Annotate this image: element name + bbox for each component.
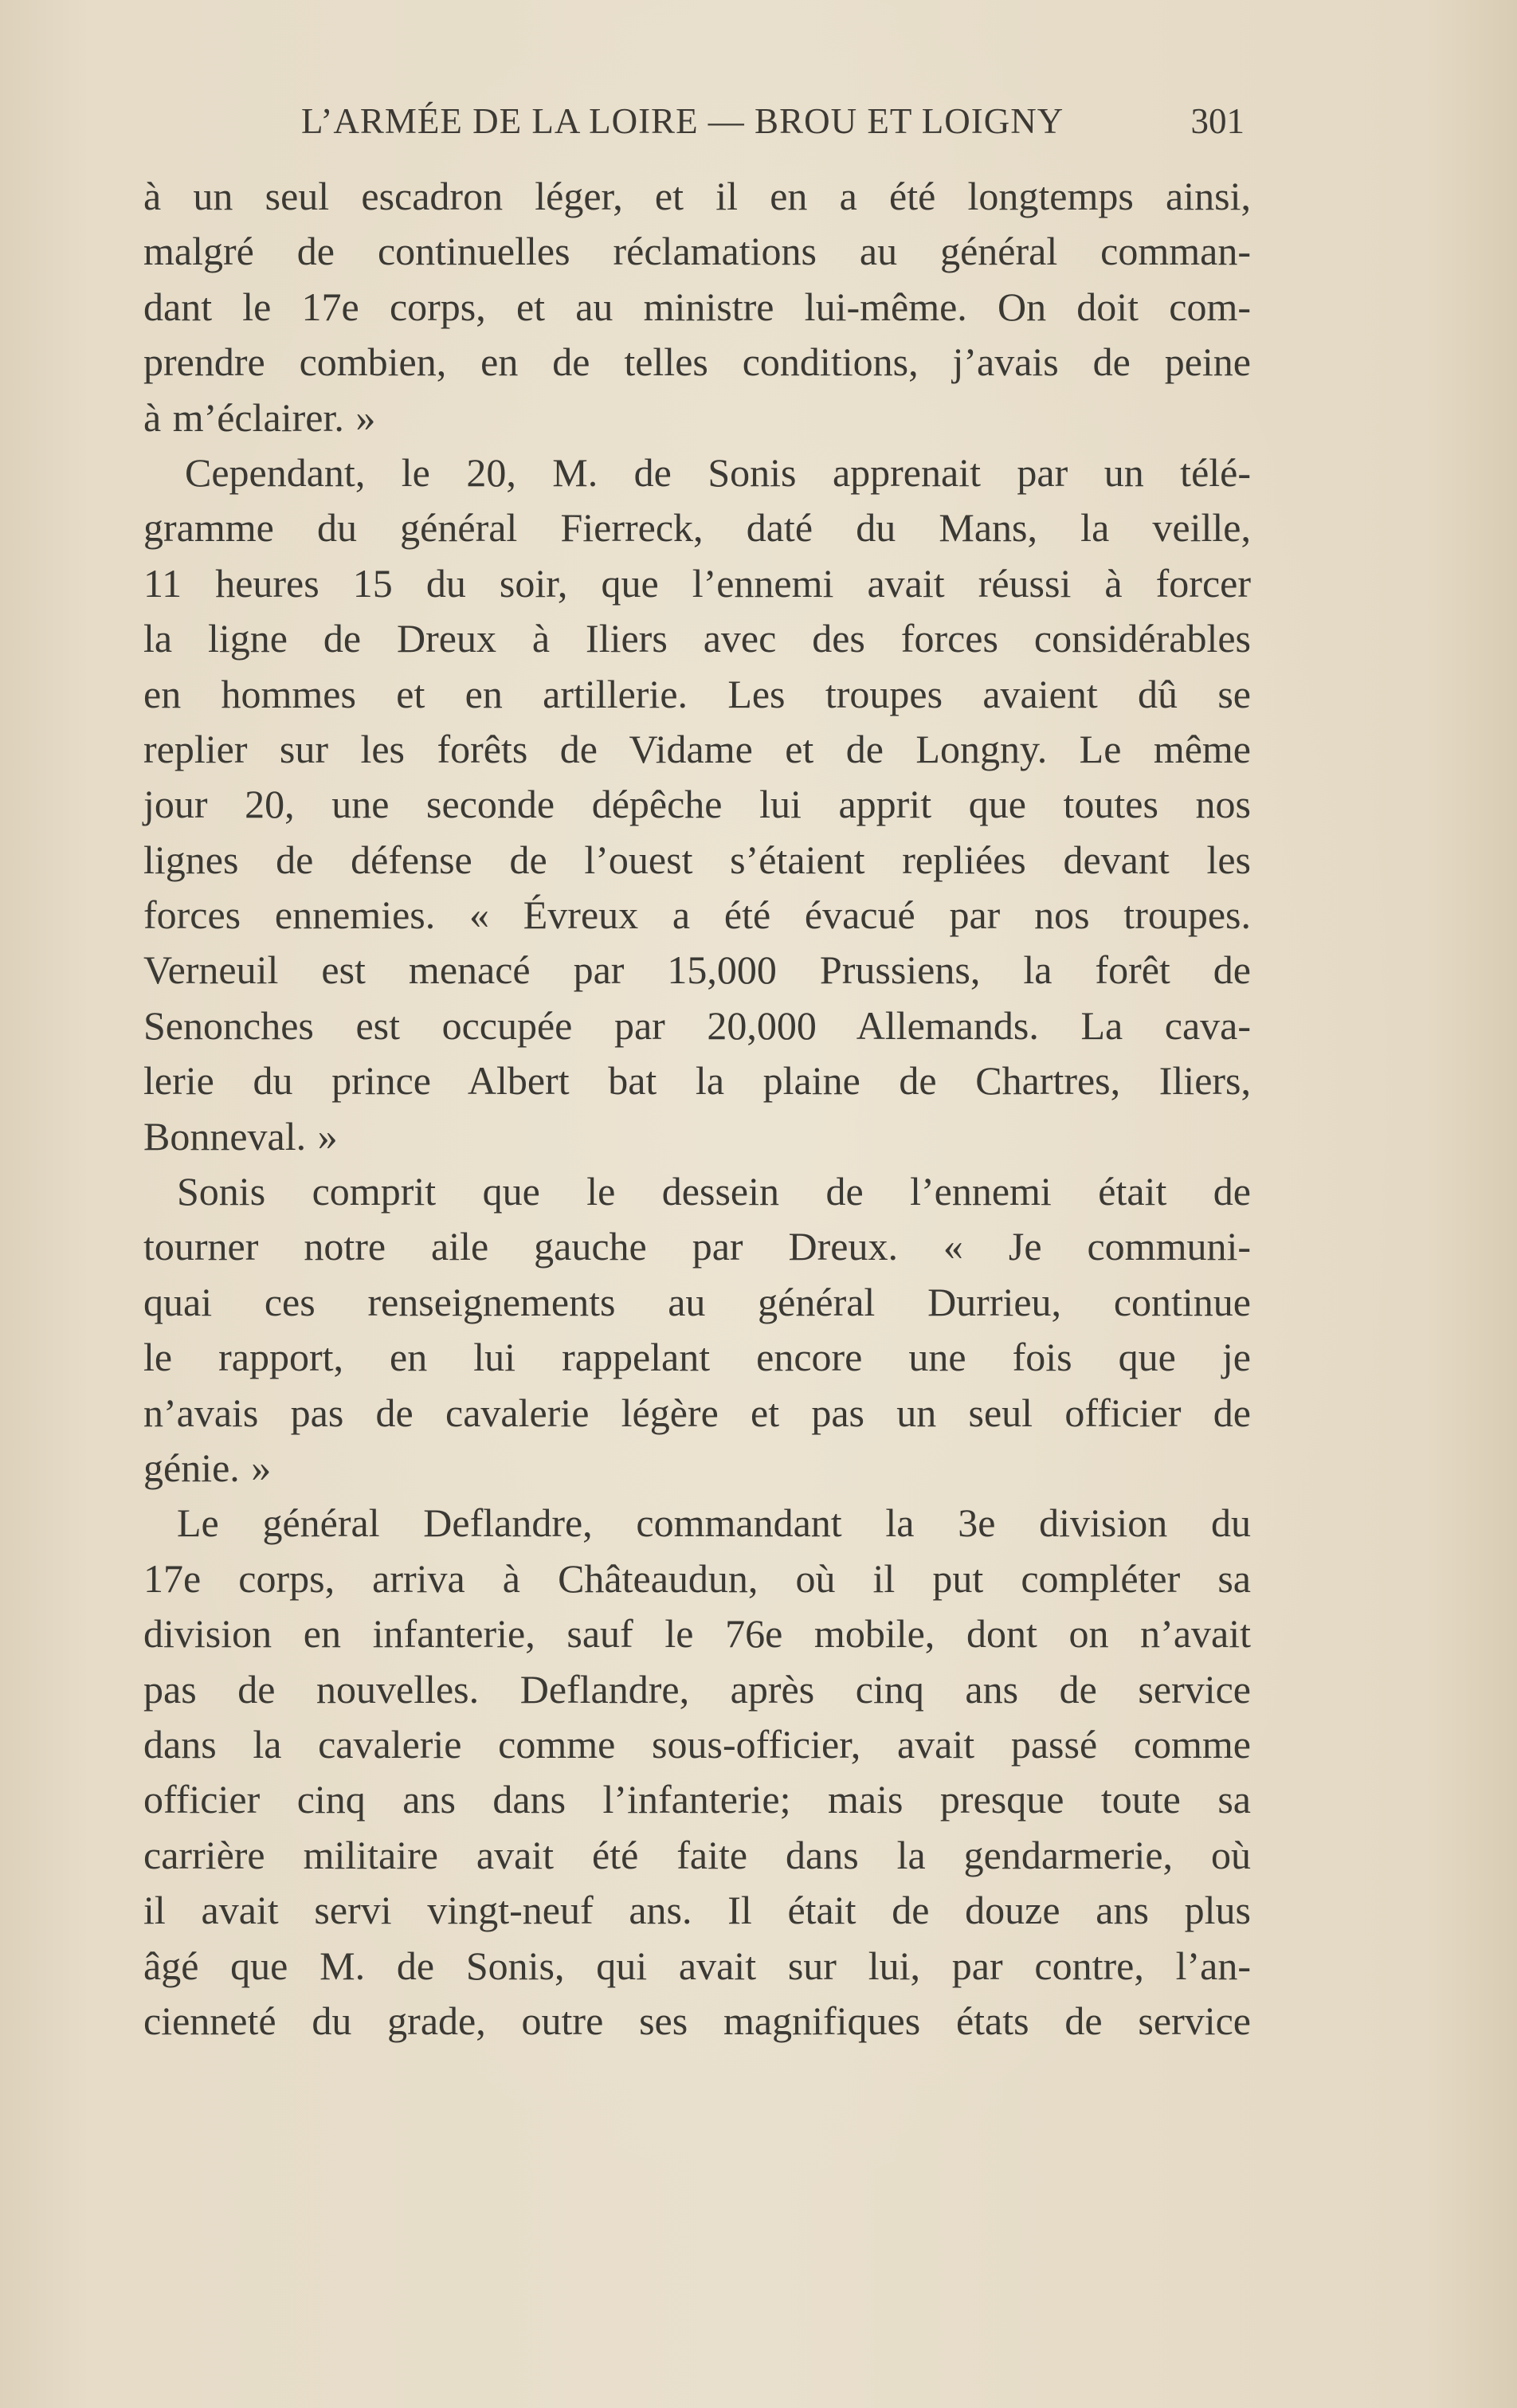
body-text [143,169,1251,2049]
text-line: pas de nouvelles. Deflandre, après cinq ans de service [143,1666,1251,1712]
text-line: il avait servi vingt-neuf ans. Il était de douze ans plus [143,1888,1251,1933]
text-line: officier cinq ans dans l’infanterie; mais presque toute sa [143,1777,1251,1822]
text-line: n’avais pas de cavalerie légère et pas un seul officier de [143,1390,1251,1435]
text-line: Senonches est occupée par 20,000 Allemands. La cava- [143,1002,1251,1048]
paragraph-first-line: Le général Deflandre, commandant la 3e division du [177,1500,1251,1546]
text-line: division en infanterie, sauf le 76e mobile, dont on n’avait [143,1611,1251,1657]
text-line: génie. » [143,1445,272,1490]
text-line: lerie du prince Albert bat la plaine de Chartres, Iliers, [143,1058,1251,1104]
text-line: replier sur les forêts de Vidame et de Longny. Le même [143,726,1251,771]
text-line: 17e corps, arriva à Châteaudun, où il put compléter sa [143,1555,1251,1601]
text-line: jour 20, une seconde dépêche lui apprit que toutes nos [143,782,1251,827]
paragraph-first-line: Sonis comprit que le dessein de l’ennemi était de [177,1169,1251,1214]
text-line: à m’éclairer. » [143,394,376,440]
text-line: prendre combien, en de telles conditions, j’avais de peine [143,339,1251,385]
text-line: carrière militaire avait été faite dans la gendarmerie, où [143,1832,1251,1877]
text-line: dant le 17e corps, et au ministre lui-même. On doit com- [143,284,1251,329]
text-line: 11 heures 15 du soir, que l’ennemi avait réussi à forcer [143,560,1251,606]
text-line: malgré de continuelles réclamations au général comman- [143,229,1251,274]
text-line: gramme du général Fierreck, daté du Mans, la veille, [143,505,1251,551]
text-line: Bonneval. » [143,1113,338,1159]
text-line: quai ces renseignements au général Durrieu, continue [143,1279,1251,1324]
text-line: à un seul escadron léger, et il en a été longtemps ainsi, [143,174,1251,218]
text-line: lignes de défense de l’ouest s’étaient repliées devant les [143,837,1251,882]
text-line: forces ennemies. « Évreux a été évacué par nos troupes. [143,892,1251,938]
text-line: tourner notre aile gauche par Dreux. « Je communi- [143,1224,1251,1269]
text-line: en hommes et en artillerie. Les troupes avaient dû se [143,671,1251,716]
page-number: 301 [1190,101,1245,141]
text-line: Verneuil est menacé par 15,000 Prussiens, la forêt de [143,947,1251,993]
text-line: cienneté du grade, outre ses magnifiques états de service [143,1998,1251,2043]
text-line: dans la cavalerie comme sous-officier, avait passé comme [143,1721,1251,1767]
text-line: le rapport, en lui rappelant encore une fois que je [143,1335,1251,1380]
running-head: L’ARMÉE DE LA LOIRE — BROU ET LOIGNY [301,101,1064,141]
text-line: la ligne de Dreux à Iliers avec des forces considérables [143,616,1251,661]
paragraph-first-line: Cependant, le 20, M. de Sonis apprenait par un télé- [185,449,1251,495]
text-line: âgé que M. de Sonis, qui avait sur lui, par contre, l’an- [143,1943,1251,1988]
page-header [143,100,1245,148]
